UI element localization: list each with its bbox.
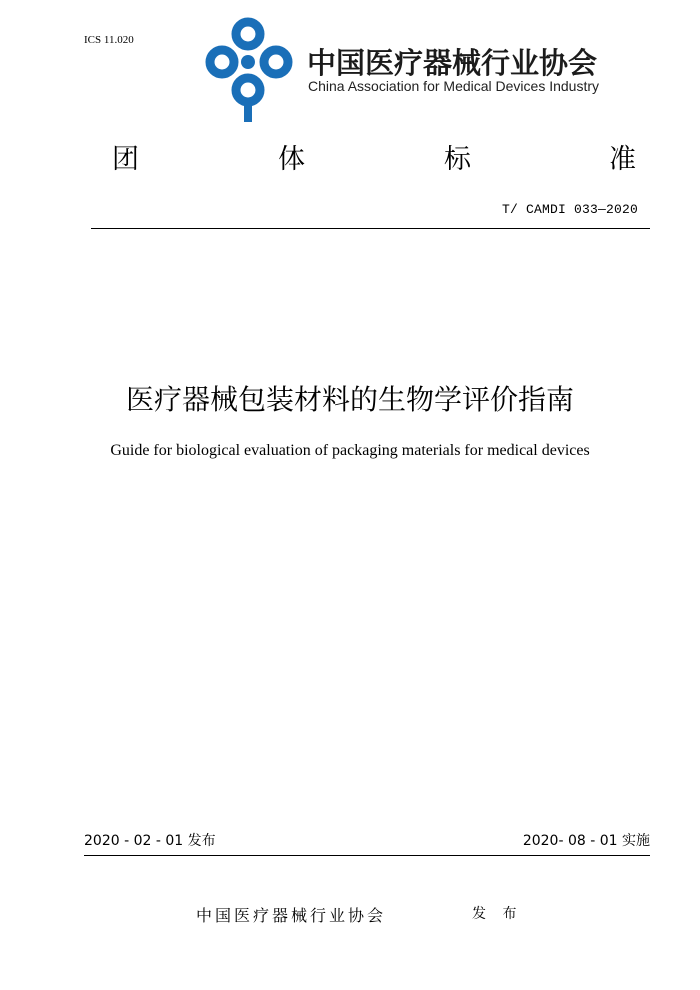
category-char: 体 (278, 144, 305, 175)
publish-date: 2020 - 02 - 01 发布 (84, 833, 216, 849)
document-title-cn: 医疗器械包装材料的生物学评价指南 (125, 383, 574, 416)
issuer-name: 中国医疗器械行业协会 (196, 906, 387, 925)
org-name-cn: 中国医疗器械行业协会 (307, 46, 598, 80)
standard-number: T/ CAMDI 033—2020 (501, 202, 638, 217)
document-title-en: Guide for biological evaluation of packaging materials for medical devices (110, 442, 590, 459)
header-divider (91, 228, 650, 229)
category-char: 标 (444, 144, 471, 175)
ics-code: ICS 11.020 (84, 34, 134, 46)
org-name-en: China Association for Medical Devices Industry (308, 78, 600, 94)
category-char: 团 (112, 144, 139, 175)
camdi-logo-icon (204, 14, 300, 124)
implement-date: 2020- 08 - 01 实施 (522, 833, 650, 849)
footer-divider (84, 855, 650, 856)
category-char: 准 (609, 144, 636, 175)
issue-label: 发 布 (472, 906, 523, 922)
